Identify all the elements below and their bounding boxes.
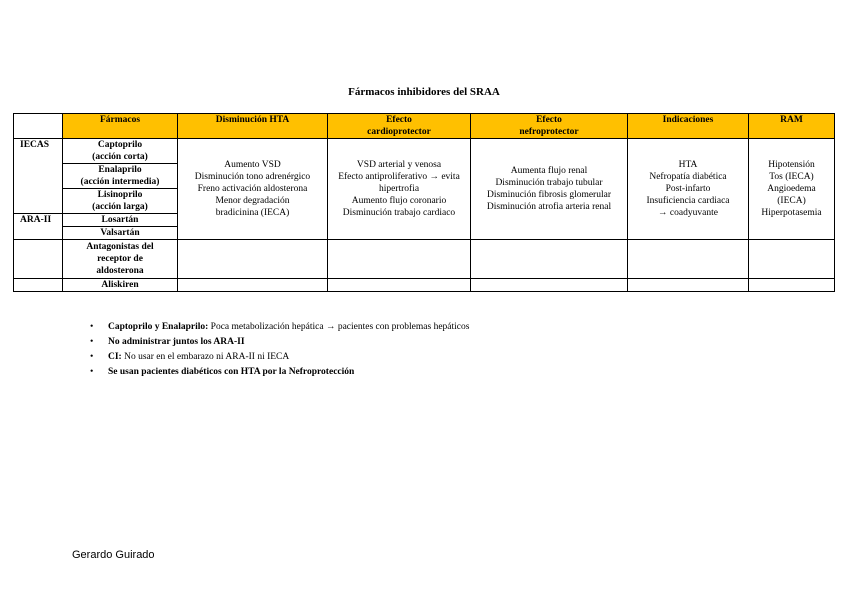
notes-list [90,320,469,380]
header-blank [14,114,63,139]
header-cell: Indicaciones [628,114,749,139]
footer-author: Gerardo Guirado [72,549,155,561]
drug-aliskiren: Aliskiren [63,279,178,292]
bullet-icon: • [90,337,94,347]
page-title: Fármacos inhibidores del SRAA [348,86,500,98]
empty-cell [178,279,328,292]
effect-ram: Hipotensión Tos (IECA) Angioedema (IECA) Hiperpotasemia [749,139,835,240]
list-item: • Se usan pacientes diabéticos con HTA por la Nefroprotección [90,365,469,380]
bullet-icon: • [90,352,94,362]
bullet-icon: • [90,322,94,332]
drug-valsartan: Valsartán [63,227,178,240]
group-iecas: IECAS [14,139,63,214]
table-header-row [14,114,835,139]
effect-nefro: Aumenta flujo renal Disminución trabajo tubular Disminución fibrosis glomerular Disminución atrofia arteria renal [471,139,628,240]
bullet-icon: • [90,367,94,377]
empty-cell [749,279,835,292]
effect-indicaciones: HTA Nefropatía diabética Post-infarto Insuficiencia cardiaca → coadyuvante [628,139,749,240]
header-cell: Efecto nefroprotector [471,114,628,139]
table-row [14,240,835,279]
drug-captopril: Captoprilo (acción corta) [63,139,178,164]
table-row [14,279,835,292]
table-row [14,139,835,164]
empty-cell [471,279,628,292]
effect-hta: Aumento VSD Disminución tono adrenérgico Freno activación aldosterona Menor degradación bradicinina (IECA) [178,139,328,240]
list-item: • Captoprilo y Enalaprilo: Poca metabolización hepática → pacientes con problemas hepáticos [90,320,469,335]
empty-cell [328,279,471,292]
empty-cell [628,279,749,292]
empty-cell [328,240,471,279]
header-cell: RAM [749,114,835,139]
list-item: • CI: No usar en el embarazo ni ARA-II ni IECA [90,350,469,365]
header-cell: Disminución HTA [178,114,328,139]
drugs-table [13,113,835,292]
header-cell: Fármacos [63,114,178,139]
drug-lisinopril: Lisinoprilo (acción larga) [63,189,178,214]
empty-cell [14,279,63,292]
effect-cardio: VSD arterial y venosa Efecto antiproliferativo → evita hipertrofia Aumento flujo coronario Disminución trabajo cardiaco [328,139,471,240]
empty-cell [628,240,749,279]
header-cell: Efecto cardioprotector [328,114,471,139]
drug-losartan: Losartán [63,214,178,227]
empty-cell [178,240,328,279]
empty-cell [749,240,835,279]
drug-antagonistas: Antagonistas del receptor de aldosterona [63,240,178,279]
list-item: • No administrar juntos los ARA-II [90,335,469,350]
group-ara2: ARA-II [14,214,63,240]
empty-cell [14,240,63,279]
empty-cell [471,240,628,279]
drug-enalapril: Enalaprilo (acción intermedia) [63,164,178,189]
